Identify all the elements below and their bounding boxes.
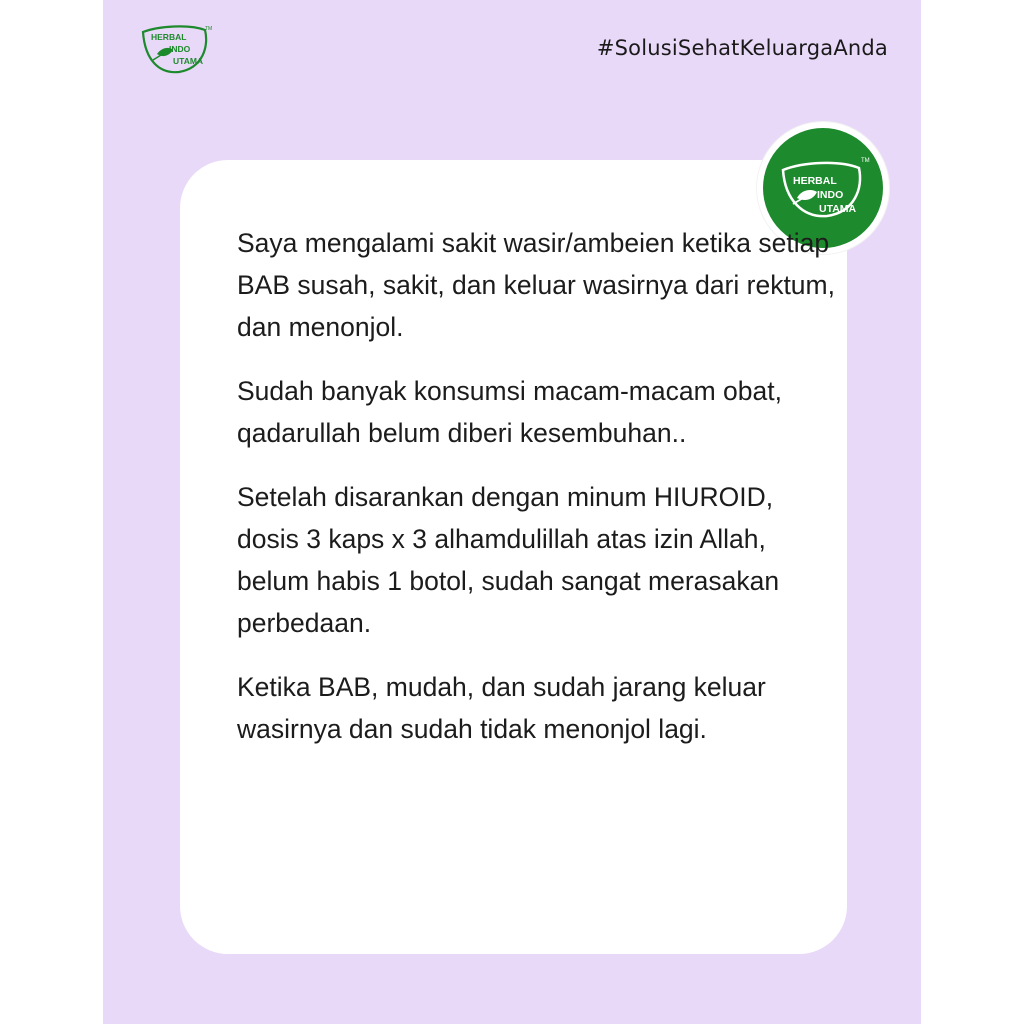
- story-paragraph-4: Ketika BAB, mudah, dan sudah jarang keluar wasirnya dan sudah tidak menonjol lagi.: [237, 672, 766, 744]
- brand-line2: INDO: [169, 44, 191, 54]
- brand-line3: UTAMA: [173, 56, 204, 66]
- badge-line2: INDO: [817, 189, 844, 201]
- badge-line1: HERBAL: [793, 175, 837, 187]
- brand-line1: HERBAL: [151, 32, 187, 42]
- badge-line3: UTAMA: [819, 203, 857, 215]
- story-paragraph-1: Saya mengalami sakit wasir/ambeien ketika setiap BAB susah, sakit, dan keluar wasirnya dari rektum, dan menonjol.: [237, 228, 835, 342]
- brand-tm: TM: [205, 26, 213, 32]
- leaf-logo-icon: [139, 24, 215, 74]
- story-paragraph-3: Setelah disarankan dengan minum HIUROID, dosis 3 kaps x 3 alhamdulillah atas izin Allah, belum habis 1 botol, sudah sangat merasakan perbedaan.: [237, 482, 780, 638]
- post-canvas: [103, 0, 921, 1024]
- testimonial-text: [237, 222, 837, 772]
- hashtag: #SolusiSehatKeluargaAnda: [596, 36, 888, 60]
- brand-logo-small: [139, 24, 215, 74]
- story-paragraph-2: Sudah banyak konsumsi macam-macam obat, qadarullah belum diberi kesembuhan..: [237, 376, 782, 448]
- badge-tm: TM: [861, 158, 870, 164]
